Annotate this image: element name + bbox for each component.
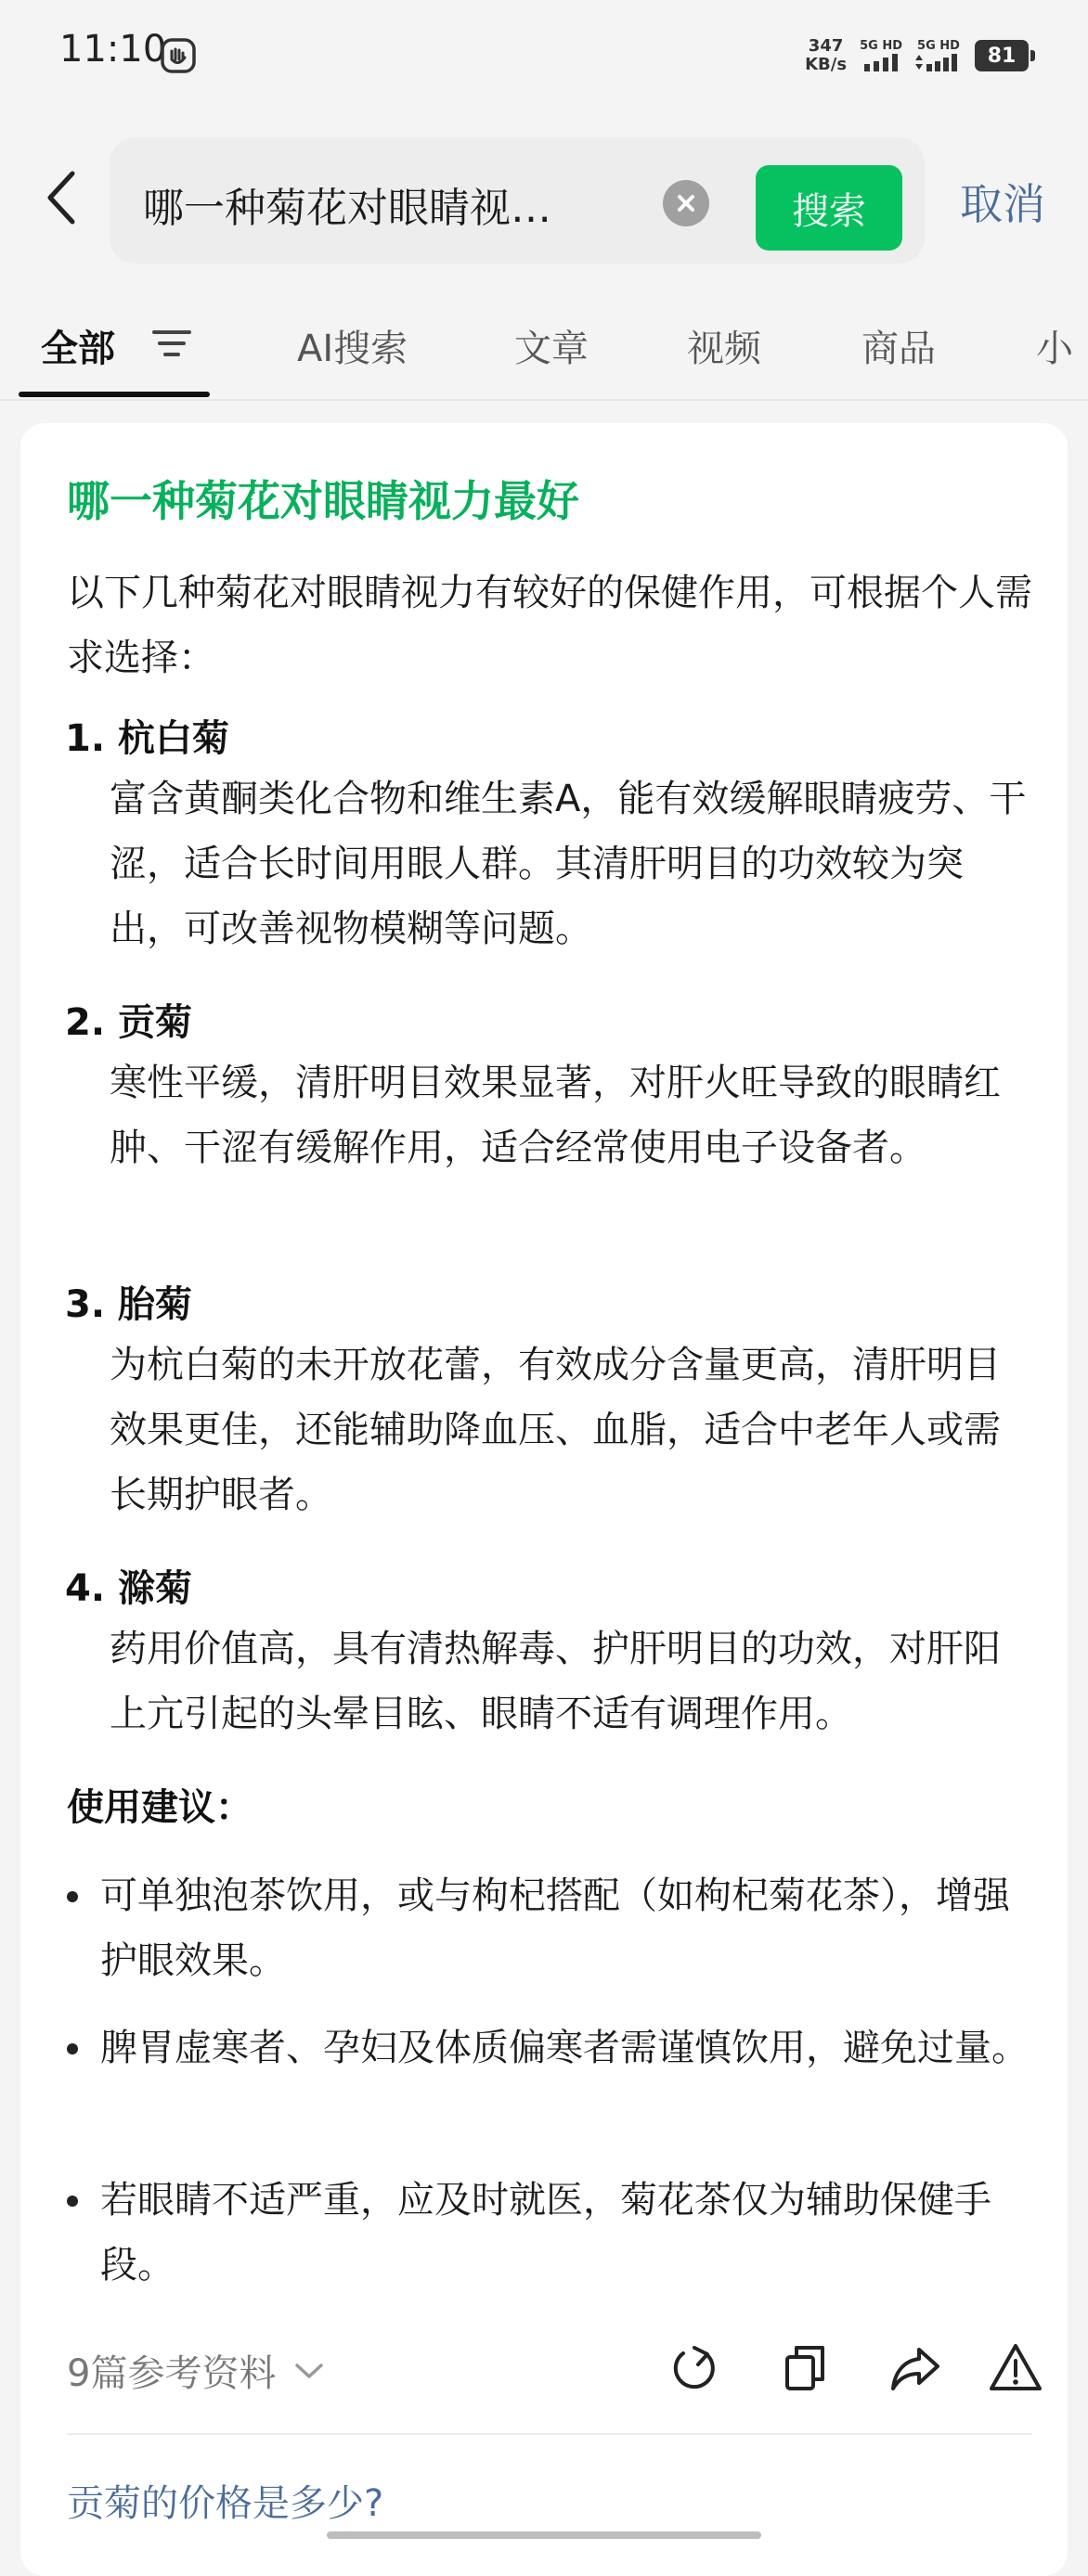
item-description: 富含黄酮类化合物和维生素A，能有效缓解眼睛疲劳、干涩，适合长时间用眼人群。其清肝明目的功效较为突出，可改善视物模糊等问题。 bbox=[110, 778, 1027, 950]
search-input[interactable] bbox=[110, 137, 925, 264]
bullet-icon bbox=[67, 2196, 78, 2207]
signal-1 bbox=[860, 40, 902, 71]
signal-2-label: 5G HD bbox=[917, 39, 960, 53]
clear-icon bbox=[675, 192, 697, 214]
battery-indicator bbox=[975, 40, 1029, 71]
references-toggle[interactable] bbox=[67, 2344, 324, 2397]
status-time: 11:10 bbox=[59, 28, 167, 71]
active-tab-indicator bbox=[19, 392, 210, 397]
answer-title[interactable]: 哪一种菊花对眼睛视力最好 bbox=[67, 476, 579, 526]
filter-icon[interactable] bbox=[150, 325, 193, 362]
search-query-text[interactable]: 哪一种菊花对眼睛视… bbox=[143, 185, 551, 232]
net-speed bbox=[805, 37, 847, 74]
app-notification-icon bbox=[160, 37, 197, 74]
tab-videos[interactable]: 视频 bbox=[687, 328, 761, 370]
home-indicator[interactable] bbox=[327, 2531, 761, 2539]
ai-answer-card bbox=[20, 423, 1068, 2576]
battery-level: 81 bbox=[987, 44, 1017, 68]
tab-ai-search[interactable]: AI搜索 bbox=[297, 328, 408, 370]
tab-products[interactable]: 商品 bbox=[861, 328, 936, 370]
signal-bars-data-icon bbox=[915, 53, 962, 71]
list-item bbox=[67, 2168, 1032, 2298]
clear-button[interactable] bbox=[663, 180, 709, 226]
divider bbox=[0, 399, 1088, 401]
list-item bbox=[67, 2016, 1032, 2080]
usage-item-text: 脾胃虚寒者、孕妇及体质偏寒者需谨慎饮用，避免过量。 bbox=[100, 2027, 1029, 2069]
usage-item-text: 可单独泡茶饮用，或与枸杞搭配（如枸杞菊花茶），增强护眼效果。 bbox=[100, 1874, 1010, 1982]
search-header bbox=[0, 130, 1088, 269]
item-description: 寒性平缓，清肝明目效果显著，对肝火旺导致的眼睛红肿、干涩有缓解作用，适合经常使用电子设备者。 bbox=[110, 1062, 1001, 1169]
signal-bars-icon bbox=[862, 53, 900, 71]
item-description: 为杭白菊的未开放花蕾，有效成分含量更高，清肝明目效果更佳，还能辅助降血压、血脂，适合中老年人或需长期护眼者。 bbox=[110, 1344, 1001, 1516]
status-indicators bbox=[805, 30, 1029, 82]
cancel-button[interactable]: 取消 bbox=[960, 179, 1045, 229]
search-button[interactable]: 搜索 bbox=[756, 165, 902, 251]
answer-actions bbox=[67, 2331, 1032, 2415]
net-speed-value: 347 bbox=[808, 36, 844, 56]
divider bbox=[67, 2433, 1032, 2435]
item-heading: 1. 杭白菊 bbox=[65, 717, 229, 760]
chevron-down-icon bbox=[294, 2362, 324, 2380]
bullet-icon bbox=[67, 1891, 78, 1902]
usage-heading: 使用建议： bbox=[67, 1786, 253, 1829]
status-bar bbox=[0, 0, 1088, 111]
refresh-icon[interactable] bbox=[667, 2340, 722, 2396]
bullet-icon bbox=[67, 2043, 78, 2054]
answer-intro: 以下几种菊花对眼睛视力有较好的保健作用，可根据个人需求选择： bbox=[67, 572, 1032, 679]
usage-item-text: 若眼睛不适严重，应及时就医，菊花茶仅为辅助保健手段。 bbox=[100, 2179, 991, 2286]
item-heading: 2. 贡菊 bbox=[65, 1001, 192, 1044]
signal-2 bbox=[915, 40, 962, 71]
item-description: 药用价值高，具有清热解毒、护肝明目的功效，对肝阳上亢引起的头晕目眩、眼睛不适有调理作用。 bbox=[110, 1628, 1001, 1735]
tab-all[interactable]: 全部 bbox=[41, 328, 115, 370]
net-speed-unit: KB/s bbox=[805, 55, 848, 74]
item-heading: 3. 胎菊 bbox=[65, 1283, 192, 1326]
search-tabs bbox=[0, 297, 1088, 399]
references-label[interactable]: 9篇参考资料 bbox=[67, 2352, 277, 2395]
warning-icon[interactable] bbox=[988, 2340, 1043, 2396]
tab-articles[interactable]: 文章 bbox=[514, 328, 589, 370]
item-heading: 4. 滁菊 bbox=[65, 1567, 192, 1610]
share-icon[interactable] bbox=[887, 2340, 943, 2396]
copy-icon[interactable] bbox=[778, 2340, 834, 2396]
related-question-link[interactable]: 贡菊的价格是多少? bbox=[67, 2482, 384, 2525]
back-button[interactable] bbox=[33, 165, 89, 230]
back-arrow-icon bbox=[45, 170, 78, 225]
list-item bbox=[67, 1863, 1032, 1993]
signal-1-label: 5G HD bbox=[860, 39, 902, 53]
tab-mini-programs[interactable]: 小 bbox=[1036, 328, 1073, 370]
